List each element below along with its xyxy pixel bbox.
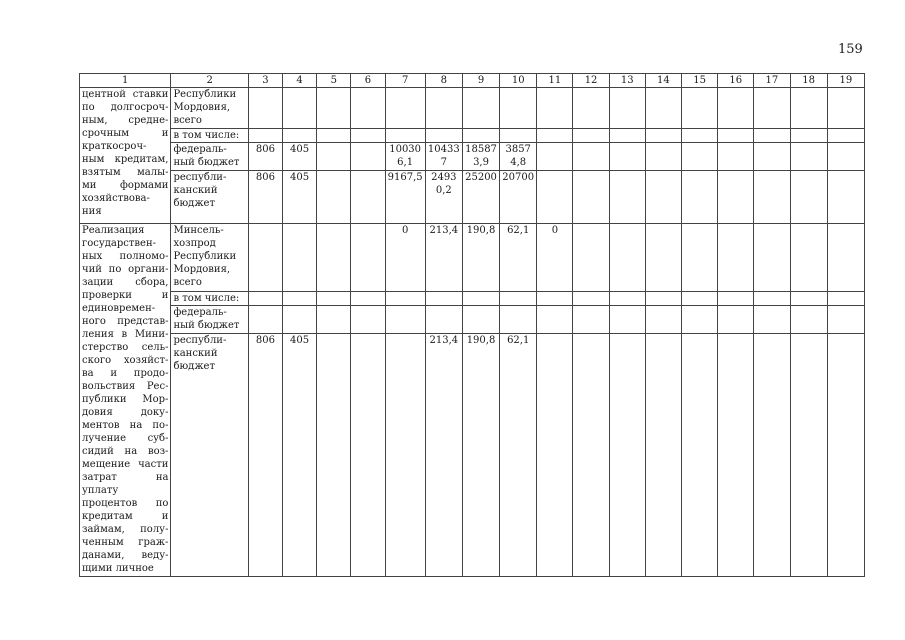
column-header: 15 <box>681 74 717 88</box>
table-row <box>80 171 865 224</box>
column-header: 3 <box>248 74 282 88</box>
funding-source-label: федераль-ный бюджет <box>171 306 248 334</box>
funding-source-label: в том числе: <box>171 129 248 143</box>
column-header: 10 <box>500 74 537 88</box>
table-row <box>80 306 865 334</box>
table-cell <box>283 292 317 306</box>
table-cell: 62,1 <box>500 334 537 577</box>
table-cell: 24930,2 <box>425 171 462 224</box>
table-cell <box>425 88 462 129</box>
table-cell: 213,4 <box>425 334 462 577</box>
column-header: 1 <box>80 74 171 88</box>
table-row <box>80 292 865 306</box>
table-cell <box>385 334 425 577</box>
table-cell <box>385 129 425 143</box>
measure-description: центной ставки по долгосроч-ным, средне-срочным и краткосроч-ным кредитам, взятым малы-ми формами хозяйствова-ния <box>80 88 171 224</box>
budget-table <box>79 73 865 577</box>
table-cell <box>425 129 462 143</box>
column-header: 12 <box>573 74 609 88</box>
table-cell <box>385 306 425 334</box>
table-cell <box>537 306 573 334</box>
table-cell <box>425 306 462 334</box>
table-cell: 806 <box>248 143 282 171</box>
table-cell: 806 <box>248 334 282 577</box>
table-cell <box>537 129 573 143</box>
header-row <box>80 74 865 88</box>
table-cell <box>248 224 282 292</box>
table-cell <box>462 306 499 334</box>
table-cell: 405 <box>283 171 317 224</box>
table-cell <box>500 292 537 306</box>
table-cell <box>537 143 573 171</box>
table-cell <box>385 88 425 129</box>
table-cell <box>425 292 462 306</box>
funding-source-label: Минсель-хозпрод Республики Мордовия, всего <box>171 224 248 292</box>
table-cell: 9167,5 <box>385 171 425 224</box>
table-cell <box>283 129 317 143</box>
table-cell <box>385 292 425 306</box>
column-header: 8 <box>425 74 462 88</box>
table-cell: 0 <box>385 224 425 292</box>
table-cell: 38574,8 <box>500 143 537 171</box>
table-cell <box>500 306 537 334</box>
table-cell <box>537 171 573 224</box>
column-header: 4 <box>283 74 317 88</box>
table-cell: 100306,1 <box>385 143 425 171</box>
table-cell <box>462 292 499 306</box>
table-cell: 185873,9 <box>462 143 499 171</box>
column-header: 14 <box>645 74 681 88</box>
table-cell <box>462 88 499 129</box>
table-row <box>80 143 865 171</box>
page-number: 159 <box>838 42 863 57</box>
column-header: 16 <box>718 74 754 88</box>
table-cell <box>248 129 282 143</box>
table-cell: 25200 <box>462 171 499 224</box>
column-header: 6 <box>351 74 385 88</box>
table-cell <box>248 292 282 306</box>
table-row <box>80 88 865 129</box>
table-cell: 806 <box>248 171 282 224</box>
table-cell <box>537 88 573 129</box>
table-row <box>80 224 865 292</box>
table-row <box>80 334 865 577</box>
funding-source-label: республи-канский бюджет <box>171 171 248 224</box>
column-header: 7 <box>385 74 425 88</box>
table-cell <box>500 129 537 143</box>
table-row <box>80 129 865 143</box>
table-cell <box>283 306 317 334</box>
table-cell: 405 <box>283 334 317 577</box>
table-cell <box>283 88 317 129</box>
column-header: 9 <box>462 74 499 88</box>
table-cell <box>462 129 499 143</box>
measure-description: Реализация государствен-ных полномо-чий по органи-зации сбора, проверки и единовремен-ного представ-ления в Мини-стерство сель-ского хозяйст-ва и продо-вольствия Рес-публики Мор-довия доку-ментов на по-лучение суб-сидий на воз-мещение части затрат на уплату процентов по кредитам и займам, полу-ченным граж-данами, веду-щими личное <box>80 224 171 577</box>
table-cell: 104337 <box>425 143 462 171</box>
column-header: 13 <box>609 74 645 88</box>
table-cell <box>537 292 573 306</box>
table-cell <box>248 88 282 129</box>
funding-source-label: Республики Мордовия, всего <box>171 88 248 129</box>
table-cell: 405 <box>283 143 317 171</box>
column-header: 18 <box>790 74 827 88</box>
table-cell: 20700 <box>500 171 537 224</box>
funding-source-label: федераль-ный бюджет <box>171 143 248 171</box>
column-header: 17 <box>754 74 790 88</box>
table-cell <box>537 334 573 577</box>
table-cell: 62,1 <box>500 224 537 292</box>
table-cell <box>500 88 537 129</box>
funding-source-label: в том числе: <box>171 292 248 306</box>
table-cell: 0 <box>537 224 573 292</box>
table-cell: 213,4 <box>425 224 462 292</box>
table-cell <box>248 306 282 334</box>
column-header: 2 <box>171 74 248 88</box>
funding-source-label: республи-канский бюджет <box>171 334 248 577</box>
column-header: 11 <box>537 74 573 88</box>
column-header: 19 <box>827 74 864 88</box>
column-header: 5 <box>317 74 351 88</box>
table-cell <box>283 224 317 292</box>
table-cell: 190,8 <box>462 224 499 292</box>
table-cell: 190,8 <box>462 334 499 577</box>
